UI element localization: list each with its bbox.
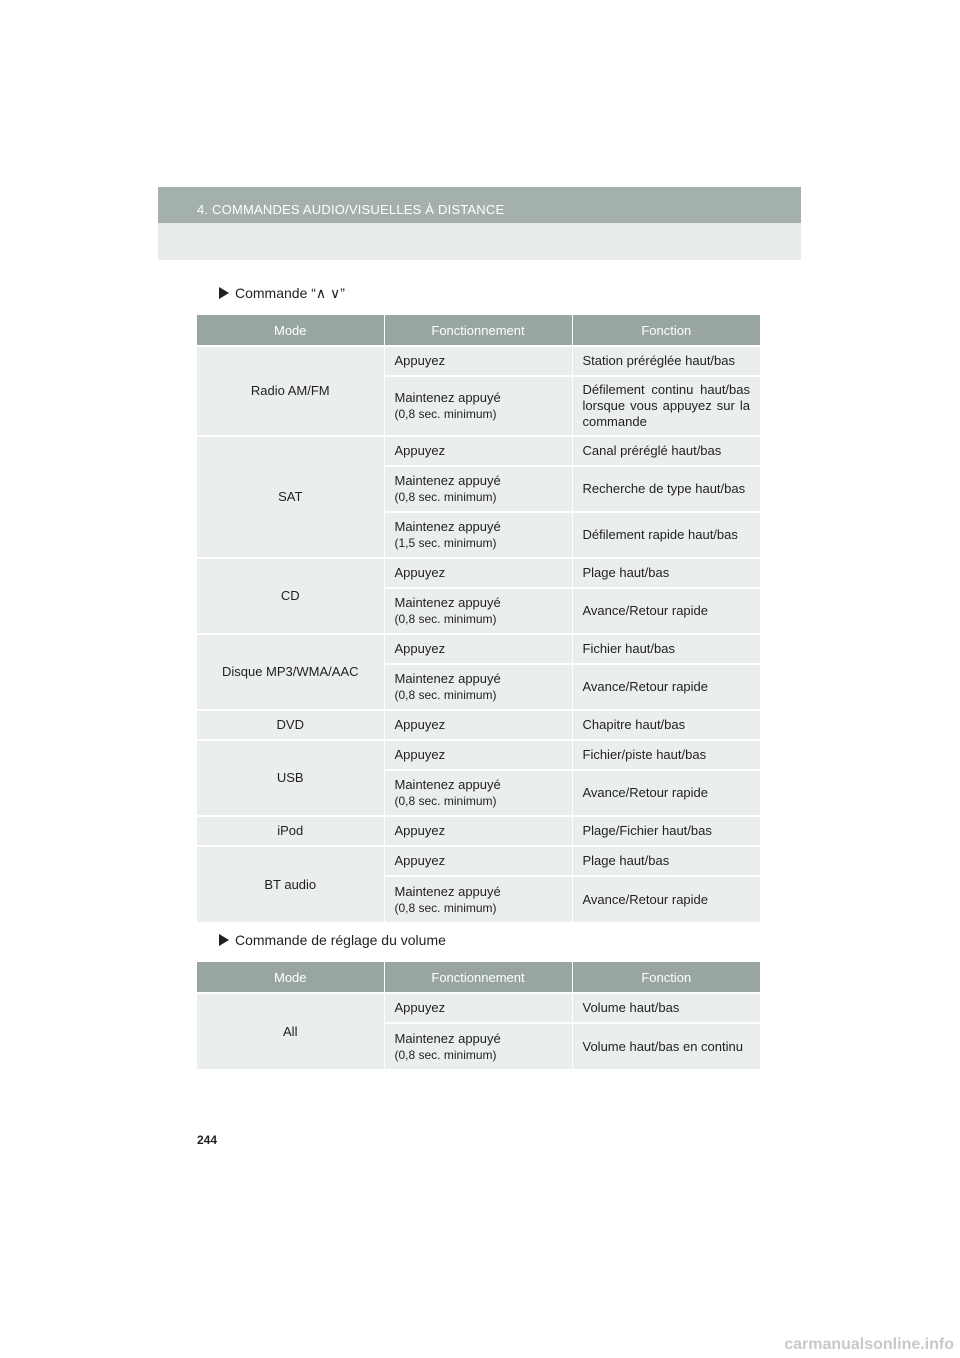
mode-cell: Disque MP3/WMA/AAC [197,634,384,710]
operation-label: Maintenez appuyé [394,473,501,488]
operation-cell: Appuyez [384,993,572,1023]
mode-cell: USB [197,740,384,816]
function-cell: Plage haut/bas [572,558,760,588]
function-cell: Volume haut/bas en continu [572,1023,760,1069]
table-header-row [197,315,760,346]
col-header-mode: Mode [197,962,384,993]
function-cell: Défilement continu haut/bas lorsque vous appuyez sur la commande [572,376,760,436]
mode-cell: iPod [197,816,384,846]
mode-cell: BT audio [197,846,384,922]
operation-cell [384,588,572,634]
operation-cell: Appuyez [384,634,572,664]
triangle-bullet-icon [219,287,229,299]
table-row [197,740,760,770]
operation-cell: Appuyez [384,558,572,588]
operation-duration: (0,8 sec. minimum) [394,1047,497,1062]
mode-cell: DVD [197,710,384,740]
operation-label: Maintenez appuyé [394,671,501,686]
operation-cell: Appuyez [384,346,572,376]
mode-cell: All [197,993,384,1069]
operation-cell [384,466,572,512]
mode-cell: CD [197,558,384,634]
operation-cell: Appuyez [384,816,572,846]
operation-cell [384,770,572,816]
triangle-bullet-icon [219,934,229,946]
mode-cell: SAT [197,436,384,558]
col-header-function: Fonction [572,962,760,993]
table-row [197,558,760,588]
operation-cell [384,512,572,558]
function-cell: Avance/Retour rapide [572,588,760,634]
operation-cell: Appuyez [384,436,572,466]
operation-label: Maintenez appuyé [394,883,501,899]
function-table-1 [197,315,760,922]
function-cell: Avance/Retour rapide [572,770,760,816]
operation-duration: (0,8 sec. minimum) [394,900,497,915]
heading-commande [219,285,345,302]
operation-label: Maintenez appuyé [394,777,501,792]
operation-cell [384,1023,572,1069]
operation-duration: (0,8 sec. minimum) [394,688,497,702]
function-cell: Fichier/piste haut/bas [572,740,760,770]
table-header-row [197,962,760,993]
function-cell: Volume haut/bas [572,993,760,1023]
page-number: 244 [197,1133,218,1147]
operation-label: Maintenez appuyé [394,519,501,534]
operation-duration: (0,8 sec. minimum) [394,407,497,421]
table-row [197,816,760,846]
heading-volume [219,932,446,948]
mode-cell: Radio AM/FM [197,346,384,436]
function-cell: Avance/Retour rapide [572,876,760,922]
function-cell: Plage/Fichier haut/bas [572,816,760,846]
col-header-operation: Fonctionnement [384,315,572,346]
header-subband [158,223,801,260]
table-row [197,634,760,664]
col-header-function: Fonction [572,315,760,346]
operation-label: Maintenez appuyé [394,390,501,405]
table-row [197,710,760,740]
function-cell: Défilement rapide haut/bas [572,512,760,558]
function-cell: Station préréglée haut/bas [572,346,760,376]
operation-cell: Appuyez [384,710,572,740]
function-cell: Recherche de type haut/bas [572,466,760,512]
operation-duration: (0,8 sec. minimum) [394,612,497,626]
function-cell: Avance/Retour rapide [572,664,760,710]
operation-label: Maintenez appuyé [394,595,501,610]
operation-cell [384,376,572,436]
operation-cell: Appuyez [384,846,572,876]
table-row [197,436,760,466]
section-title: 4. COMMANDES AUDIO/VISUELLES À DISTANCE [197,202,505,217]
operation-cell: Appuyez [384,740,572,770]
operation-label: Maintenez appuyé [394,1030,501,1046]
function-cell: Fichier haut/bas [572,634,760,664]
table-row [197,846,760,876]
table-row [197,346,760,376]
table-row [197,993,760,1023]
function-cell: Plage haut/bas [572,846,760,876]
operation-duration: (0,8 sec. minimum) [394,794,497,808]
operation-cell [384,876,572,922]
col-header-mode: Mode [197,315,384,346]
function-cell: Chapitre haut/bas [572,710,760,740]
watermark: carmanualsonline.info [784,1336,954,1353]
operation-duration: (0,8 sec. minimum) [394,490,497,504]
function-table-2 [197,962,760,1069]
heading-text: Commande de réglage du volume [235,932,446,948]
col-header-operation: Fonctionnement [384,962,572,993]
operation-cell [384,664,572,710]
heading-text: Commande “∧ ∨” [235,285,345,301]
operation-duration: (1,5 sec. minimum) [394,536,497,550]
function-cell: Canal préréglé haut/bas [572,436,760,466]
